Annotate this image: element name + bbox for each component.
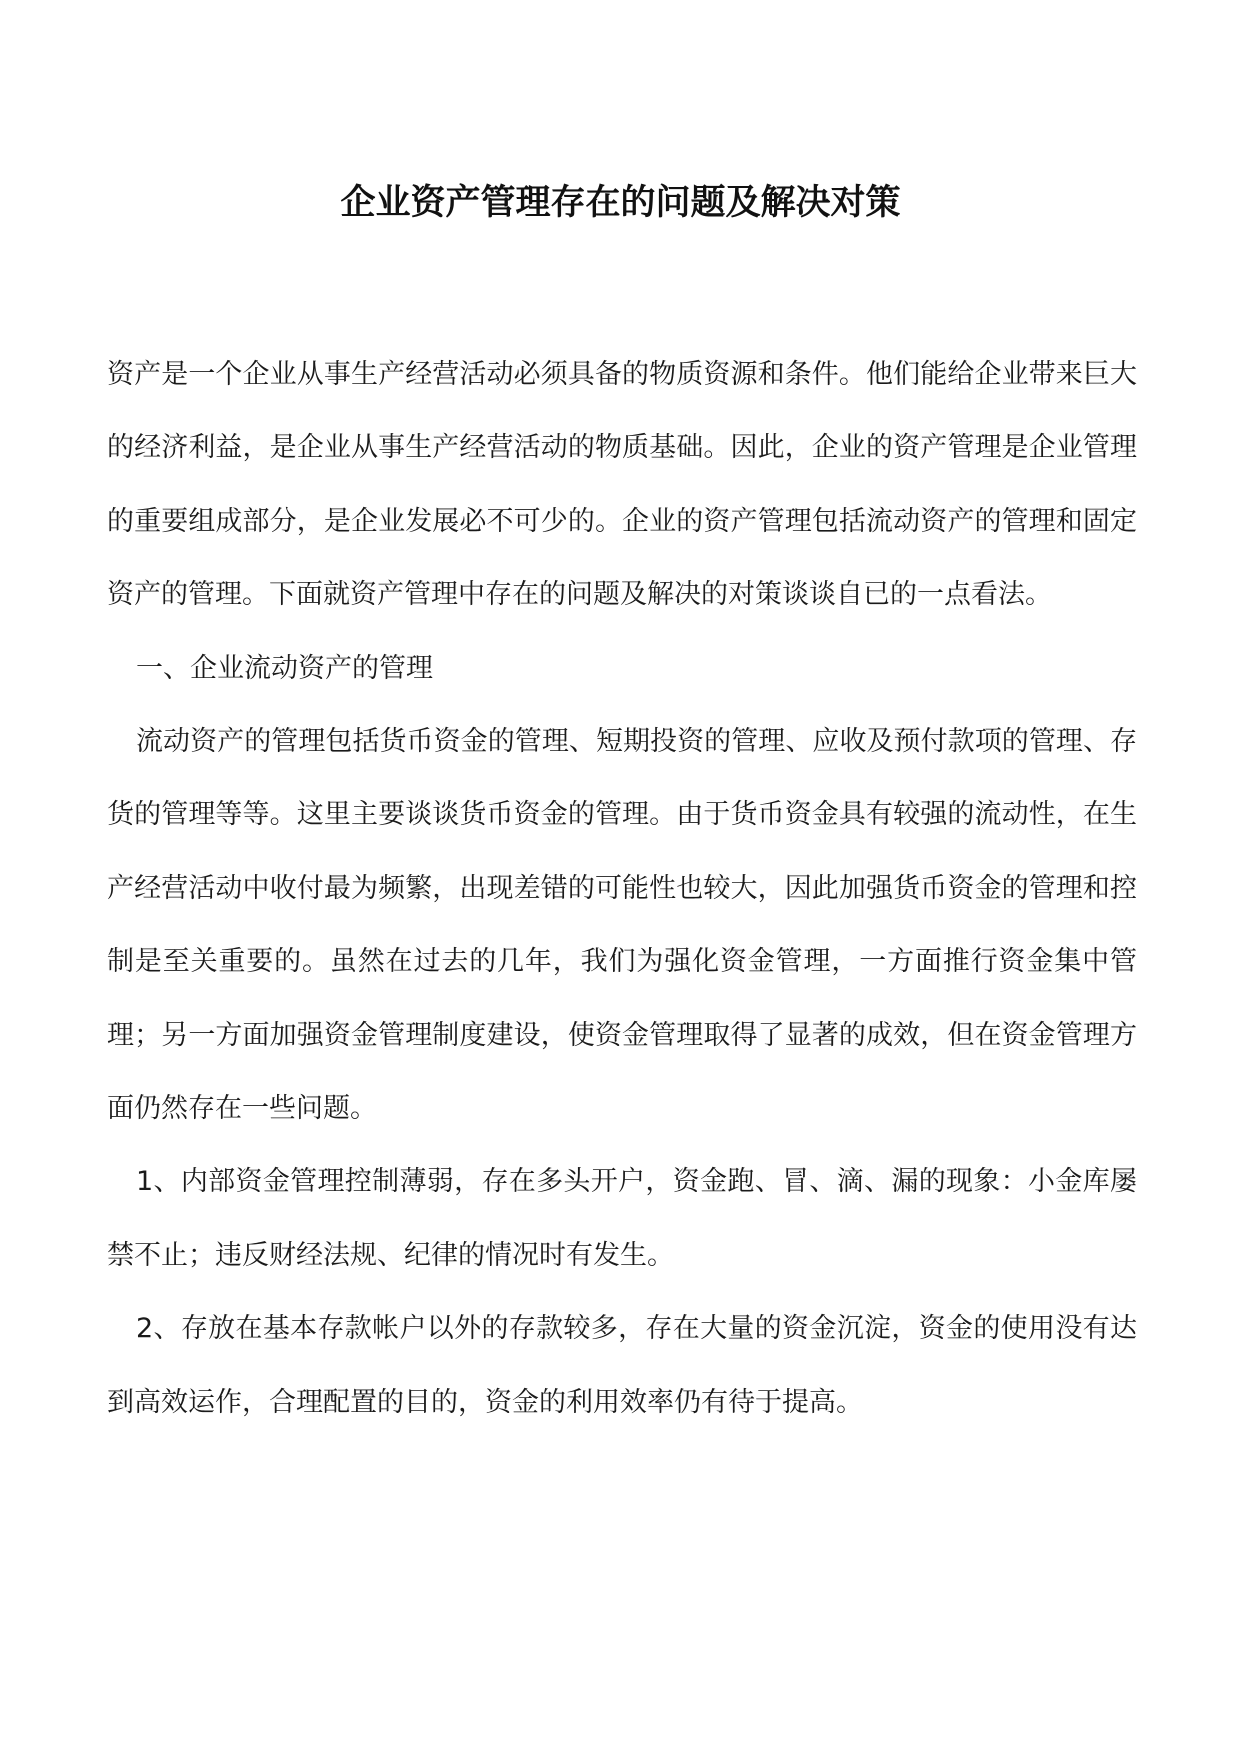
issue-2-paragraph: 2、存放在基本存款帐户以外的存款较多，存在大量的资金沉淀，资金的使用没有达到高效运作，合理配置的目的，资金的利用效率仍有待于提高。 [107,1313,1137,1418]
section-heading-current-assets: 一、企业流动资产的管理 [136,652,433,684]
document-title: 企业资产管理存在的问题及解决对策 [340,182,901,224]
intro-paragraph: 资产是一个企业从事生产经营活动必须具备的物质资源和条件。他们能给企业带来巨大的经济利益，是企业从事生产经营活动的物质基础。因此，企业的资产管理是企业管理的重要组成部分，是企业发展必不可少的。企业的资产管理包括流动资产的管理和固定资产的管理。下面就资产管理中存在的问题及解决的对策谈谈自已的一点看法。 [107,359,1137,611]
issue-1-paragraph: 1、内部资金管理控制薄弱，存在多头开户，资金跑、冒、滴、漏的现象：小金库屡禁不止；违反财经法规、纪律的情况时有发生。 [107,1166,1137,1271]
document-body [107,338,1137,1439]
current-assets-paragraph: 流动资产的管理包括货币资金的管理、短期投资的管理、应收及预付款项的管理、存货的管理等等。这里主要谈谈货币资金的管理。由于货币资金具有较强的流动性，在生产经营活动中收付最为频繁，出现差错的可能性也较大，因此加强货币资金的管理和控制是至关重要的。虽然在过去的几年，我们为强化资金管理，一方面推行资金集中管理；另一方面加强资金管理制度建设，使资金管理取得了显著的成效，但在资金管理方面仍然存在一些问题。 [107,726,1137,1125]
